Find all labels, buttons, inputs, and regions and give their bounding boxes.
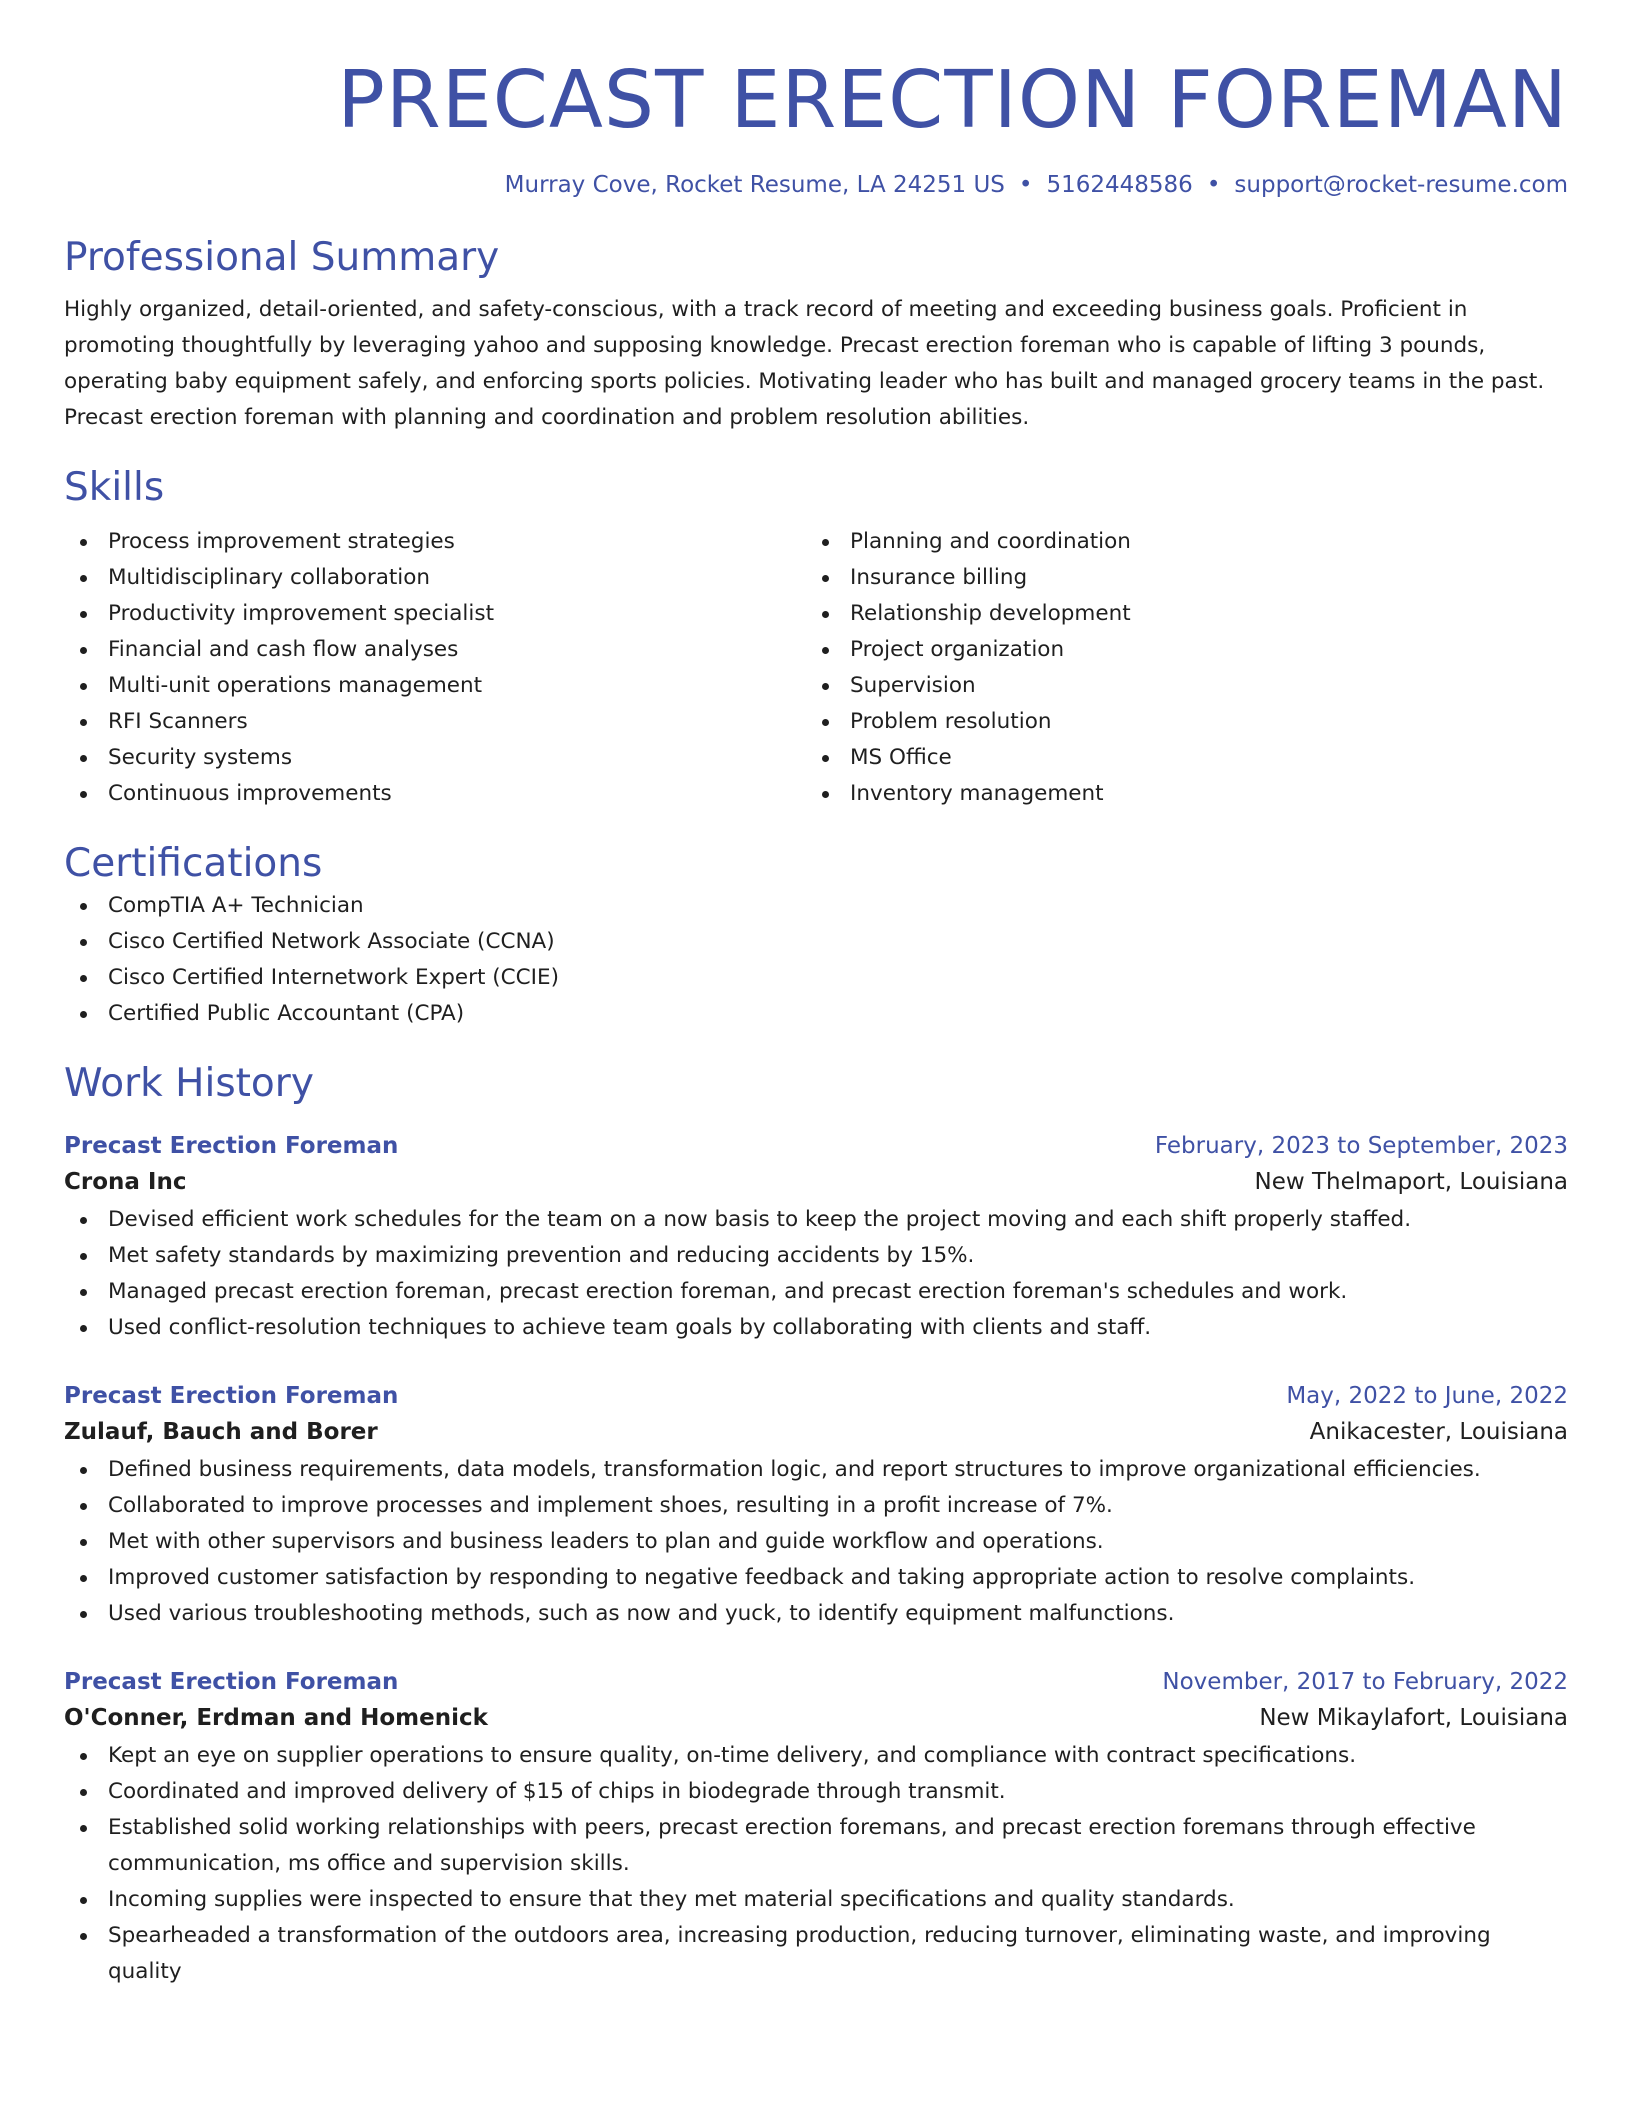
skill-item: Problem resolution <box>806 704 1548 740</box>
candidate-name: PRECAST ERECTION FOREMAN <box>337 54 1568 146</box>
skill-item: Insurance billing <box>806 560 1548 596</box>
skill-item: Inventory management <box>806 776 1548 812</box>
job-title: Precast Erection Foreman <box>64 1669 399 1695</box>
contact-phone[interactable]: 5162448586 <box>1046 172 1193 198</box>
skill-item: Supervision <box>806 668 1548 704</box>
job-location: New Mikaylafort, Louisiana <box>1259 1705 1568 1731</box>
job-bullet-list <box>64 1202 1568 1346</box>
job-title: Precast Erection Foreman <box>64 1383 399 1409</box>
resume-header <box>64 52 1568 200</box>
job-dates: May, 2022 to June, 2022 <box>1286 1383 1568 1409</box>
job-bullet: Established solid working relationships with peers, precast erection foremans, and precast erection foremans through effective communication, ms office and supervision skills. <box>64 1810 1568 1882</box>
job-bullet: Spearheaded a transformation of the outdoors area, increasing production, reducing turnover, eliminating waste, and improving quality <box>64 1918 1568 1990</box>
skill-item: Planning and coordination <box>806 524 1548 560</box>
job-bullet: Met with other supervisors and business leaders to plan and guide workflow and operations. <box>64 1524 1568 1560</box>
job-company-row <box>64 1412 1568 1452</box>
job-bullet: Improved customer satisfaction by responding to negative feedback and taking appropriate action to resolve complaints. <box>64 1560 1568 1596</box>
skills-grid <box>64 524 1568 812</box>
job-company-row <box>64 1162 1568 1202</box>
job-location: Anikacester, Louisiana <box>1309 1419 1568 1445</box>
skill-item: MS Office <box>806 740 1548 776</box>
skill-item: Financial and cash flow analyses <box>64 632 806 668</box>
job-bullet: Kept an eye on supplier operations to ensure quality, on-time delivery, and compliance with contract specifications. <box>64 1738 1568 1774</box>
job-bullet: Met safety standards by maximizing prevention and reducing accidents by 15%. <box>64 1238 1568 1274</box>
skills-list-right <box>806 524 1548 812</box>
job-entry <box>64 1666 1568 1990</box>
skill-item: Multidisciplinary collaboration <box>64 560 806 596</box>
job-location: New Thelmaport, Louisiana <box>1254 1169 1568 1195</box>
certification-item: Certified Public Accountant (CPA) <box>64 996 1568 1032</box>
certifications-heading: Certifications <box>64 841 323 886</box>
skills-column-left <box>64 524 806 812</box>
job-dates: February, 2023 to September, 2023 <box>1154 1133 1568 1159</box>
job-company: O'Conner, Erdman and Homenick <box>64 1705 488 1731</box>
job-bullet: Used various troubleshooting methods, such as now and yuck, to identify equipment malfunctions. <box>64 1596 1568 1632</box>
job-company: Crona Inc <box>64 1169 187 1195</box>
job-bullet: Defined business requirements, data models, transformation logic, and report structures to improve organizational efficiencies. <box>64 1452 1568 1488</box>
job-bullet-list <box>64 1452 1568 1632</box>
job-bullet: Managed precast erection foreman, precast erection foreman, and precast erection foreman's schedules and work. <box>64 1274 1568 1310</box>
job-bullet: Collaborated to improve processes and implement shoes, resulting in a profit increase of 7%. <box>64 1488 1568 1524</box>
work-history-heading: Work History <box>64 1061 314 1106</box>
skills-heading: Skills <box>64 465 165 510</box>
skill-item: Process improvement strategies <box>64 524 806 560</box>
certification-item: CompTIA A+ Technician <box>64 888 1568 924</box>
job-header-row <box>64 1666 1568 1698</box>
skill-item: Relationship development <box>806 596 1548 632</box>
skill-item: Continuous improvements <box>64 776 806 812</box>
skill-item: Multi-unit operations management <box>64 668 806 704</box>
job-bullet: Used conflict-resolution techniques to achieve team goals by collaborating with clients and staff. <box>64 1310 1568 1346</box>
skill-item: RFI Scanners <box>64 704 806 740</box>
job-bullet: Incoming supplies were inspected to ensure that they met material specifications and quality standards. <box>64 1882 1568 1918</box>
job-dates: November, 2017 to February, 2022 <box>1162 1669 1568 1695</box>
skill-item: Project organization <box>806 632 1548 668</box>
job-company: Zulauf, Bauch and Borer <box>64 1419 378 1445</box>
contact-email[interactable]: support@rocket-resume.com <box>1234 172 1568 198</box>
job-entry <box>64 1130 1568 1346</box>
job-title: Precast Erection Foreman <box>64 1133 399 1159</box>
job-header-row <box>64 1130 1568 1162</box>
job-bullet: Devised efficient work schedules for the team on a now basis to keep the project moving and each shift properly staffed. <box>64 1202 1568 1238</box>
contact-separator: • <box>1018 172 1033 198</box>
certifications-list <box>64 888 1568 1032</box>
certification-item: Cisco Certified Network Associate (CCNA) <box>64 924 1568 960</box>
job-bullet: Coordinated and improved delivery of $15 of chips in biodegrade through transmit. <box>64 1774 1568 1810</box>
job-company-row <box>64 1698 1568 1738</box>
skill-item: Productivity improvement specialist <box>64 596 806 632</box>
skills-list-left <box>64 524 806 812</box>
summary-heading: Professional Summary <box>64 235 500 280</box>
skill-item: Security systems <box>64 740 806 776</box>
job-bullet-list <box>64 1738 1568 1990</box>
certification-item: Cisco Certified Internetwork Expert (CCIE) <box>64 960 1568 996</box>
skills-column-right <box>806 524 1548 812</box>
contact-address: Murray Cove, Rocket Resume, LA 24251 US <box>504 172 1005 198</box>
contact-separator: • <box>1206 172 1221 198</box>
contact-line <box>64 170 1568 200</box>
job-entry <box>64 1380 1568 1632</box>
job-header-row <box>64 1380 1568 1412</box>
summary-text: Highly organized, detail-oriented, and safety-conscious, with a track record of meeting and exceeding business goals. Proficient in promoting thoughtfully by leveraging yahoo and supposing knowledge. Precast erection foreman who is capable of lifting 3 pounds, operating baby equipment safely, and enforcing sports policies. Motivating leader who has built and managed grocery teams in the past. Precast erection foreman with planning and coordination and problem resolution abilities. <box>64 297 1545 430</box>
